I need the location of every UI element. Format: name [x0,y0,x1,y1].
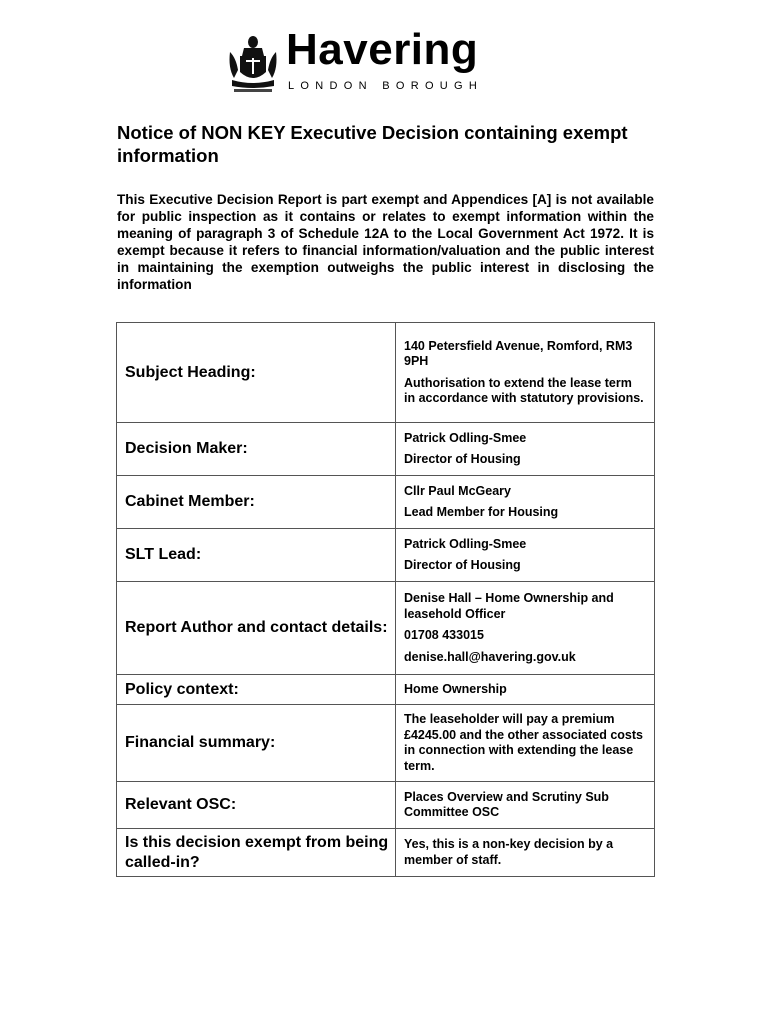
row-label: Report Author and contact details: [117,582,396,675]
row-value-line: Denise Hall – Home Ownership and leasehold Officer [404,591,614,621]
row-value-line: 01708 433015 [404,628,484,642]
row-value [396,705,655,782]
row-value-line: Home Ownership [404,681,507,696]
row-value-line: Patrick Odling-Smee [404,536,527,551]
row-value [396,829,655,877]
row-value [396,675,655,705]
havering-logo [226,25,506,96]
row-value-line: Director of Housing [404,558,521,572]
table-row [117,582,655,675]
row-value-line: denise.hall@havering.gov.uk [404,649,576,664]
row-value-line: The leaseholder will pay a premium £4245.00 and the other associated costs in connection with extending the lease term. [404,712,643,773]
row-value-line: Authorisation to extend the lease term in accordance with statutory provisions. [404,375,644,405]
row-value-line: 140 Petersfield Avenue, Romford, RM3 9PH [404,338,633,368]
table-row [117,529,655,582]
row-label: Decision Maker: [117,423,396,476]
row-value [396,423,655,476]
exemption-statement: This Executive Decision Report is part exempt and Appendices [A] is not available for public inspection as it contains or relates to exempt information within the meaning of paragraph 3 of Schedule 12A to the Local Government Act 1972. It is exempt because it refers to financial information/valuation and the public interest in maintaining the exemption outweighs the public interest in disclosing the information [117,192,654,292]
row-value-line: Patrick Odling-Smee [404,430,527,445]
table-row [117,476,655,529]
row-value-line: Cllr Paul McGeary [404,483,511,498]
brand-subtitle: LONDON BOROUGH [288,80,484,92]
row-value [396,782,655,829]
row-value-line: Places Overview and Scrutiny Sub Committee OSC [404,789,609,819]
row-label: Relevant OSC: [117,782,396,829]
decision-details-table [116,322,655,877]
row-value [396,323,655,423]
row-value-line: Lead Member for Housing [404,505,559,519]
row-label: Policy context: [117,675,396,705]
row-value [396,582,655,675]
table-row [117,829,655,877]
row-label: Cabinet Member: [117,476,396,529]
notice-title: Notice of NON KEY Executive Decision containing exempt information [117,122,628,166]
row-label: Is this decision exempt from being called-in? [117,829,396,877]
row-value-line: Director of Housing [404,452,521,466]
row-label: SLT Lead: [117,529,396,582]
table-row [117,705,655,782]
row-value [396,476,655,529]
row-value-line: Yes, this is a non-key decision by a member of staff. [404,837,614,867]
table-row [117,675,655,705]
table-row [117,423,655,476]
row-value [396,529,655,582]
table-row [117,323,655,423]
borough-crest-icon [226,34,280,94]
table-row [117,782,655,829]
row-label: Subject Heading: [117,323,396,423]
brand-name: Havering [286,25,479,74]
row-label: Financial summary: [117,705,396,782]
